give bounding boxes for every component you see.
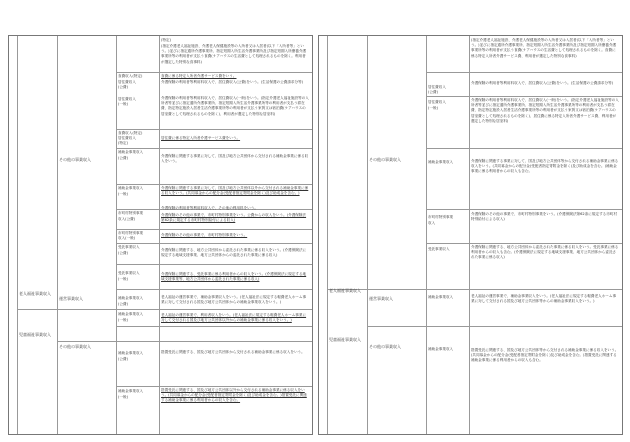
left-item-label: (公費) (118, 156, 128, 160)
left-desc: 介護保険の利用者等利用料収入で、居住費収入(公費)をいう。(生活保護の公費請求分等) (161, 80, 304, 84)
left-desc: 老人福祉の運営事業で、利用者収入をいう。(老人福祉法に規定する軽費老人ホーム事業に対して交付される国及び地方公共団体以外からの補助金事業に係る収入をいう。) (161, 313, 307, 323)
right-item-label: 補助金事業収入 (428, 347, 454, 351)
left-cat-child: 児童福祉事業収入 (19, 332, 51, 337)
left-item-label: 補助金事業収入 (118, 351, 144, 355)
right-item-label: 補助金事業収入 (428, 160, 454, 164)
right-desc: 介護保険の利用者等利用料収入で、居住費収入(一般)をいう。(指定介護老人福祉施設等の入所者等並びに指定通所介護事業所、指定短期入所生活介護事業所等の利用者が支払う滞在費、指定特定施設入居者生活介護事業所等の利用者が支払う家賃又は宿泊費(ケアハウスの居室費として処理されるものを除く)、居住費に係る特定入所者介護サービス費、利用者が選定した特別な居室料) (471, 98, 619, 123)
left-item-label: (一般) (118, 102, 128, 106)
left-desc: 措置受託に関連する、国及び地方公共団体以外から交付される補助金事業に係る収入をいう。(共同募金からの配分金(受配者指定寄附金を除く)及び助成金を含む。)措置受託に関連する補助金事業に係る利用者からの収入を含む。 (161, 388, 307, 403)
left-desc: 措置受託に関連する、国及び地方公共団体から交付される補助金事業に係る収入をいう。 (161, 350, 305, 354)
left-desc: (特定) (161, 38, 171, 42)
left-desc: (指定介護老人福祉施設、介護老人保健施設等の入所者又は入居者(以下「入所者等」という。)並びに指定通所介護事業所、指定短期入所生活介護事業所及び指定短期入所療養介護事業所等の利用者が支払う食費(ケアハウスの生活費として処理されるものを除く。利用者が選定した特別な食事料) (161, 44, 307, 64)
left-desc: 介護保険の利用者等利用料収入で、その他の利用料をいう。 (161, 206, 258, 210)
left-item-label: 居住費収入 (118, 136, 136, 140)
left-desc: 介護保険に関連する、受託事業に係る利用者からの収入をいう。(介護保険法に規定する地域支援事業等、地方公共団体から委託された事業に係る収入) (161, 272, 307, 282)
left-item-label: 補助金事業収入 (118, 186, 144, 190)
right-item-label: 居住費収入 (428, 85, 446, 89)
left-item-label: (公費) (118, 357, 128, 361)
left-desc: 居住費に係る特定入所者介護サービス費をいう。 (161, 136, 241, 140)
left-item-label: 居住費収入 (118, 97, 136, 101)
left-item-label: 受託事業収入 (118, 271, 140, 275)
left-item-label: 食費収入(特定) (118, 74, 143, 78)
left-item-label: 受託事業収入 (118, 245, 140, 249)
left-desc: 介護保険に関連する事業に対して、国及び地方公共団体以外から交付される補助金事業に係る収入をいう。(共同募金からの配分金(受配者指定寄附金を除く)及び助成金を含む。) (161, 186, 309, 196)
left-desc: 介護保険に関連する事業に対して、国及び地方公共団体から交付される補助金事業に係る収入をいう。 (161, 154, 309, 164)
right-item-label: 補助金事業収入 (428, 295, 454, 299)
right-table (318, 35, 623, 435)
left-desc: 介護保険のその他の事業で、市町村特別事業をいう。 (161, 233, 248, 237)
right-desc: 介護保険に関連する事業に対して、国及び地方公共団体等から交付される補助金事業に係る収入をいう。(共同募金からの配分金(受配者指定寄附金を除く)及び助成金を含む。)補助金事業に係る利用者からの収入も含む。 (471, 159, 619, 174)
right-sub-other: その他の事業収入 (369, 157, 401, 162)
left-desc: 介護保険のその他の事業で、市町村特別事業をいう。公費からの収入をいう。(介護保険法第62条に規定する市町村特別給付による収入) (161, 213, 307, 223)
left-item-label: 補助金事業収入 (118, 389, 144, 393)
right-desc: 老人福祉の運営事業で、補助金事業収入をいう。(老人福祉法に規定する軽費老人ホーム事業に対して交付される国及び地方公共団体等からの補助金事業収入をいう。) (471, 294, 617, 304)
left-item-label: (一般) (118, 192, 128, 196)
left-sub-other2: その他の事業収入 (59, 344, 91, 349)
left-item-label: (一般) (118, 318, 128, 322)
left-sub-ops: 運営事業収入 (59, 296, 83, 301)
left-item-label: 収入(公費) (118, 217, 136, 221)
left-item-label: (公費) (118, 251, 128, 255)
left-item-label: 食費収入(特定) (118, 131, 143, 135)
left-item-label: (一般) (118, 277, 128, 281)
right-item-label: 居住費収入 (428, 100, 446, 104)
right-item-label: (一般) (428, 106, 438, 110)
right-item-label: 収入 (428, 221, 436, 225)
right-desc: 介護保険の利用者等利用料収入で、居住費収入(公費)をいう。(生活保護の公費請求分等) (471, 81, 614, 85)
right-desc: 介護保険に関連する、地方公共団体から委託された事業に係る収入をいう。受託事業に係る利用者からの収入も含む。(介護保険法に規定する地域支援事業、地方公共団体から委託された事業に係る収入) (471, 245, 619, 260)
left-desc: 食費に係る特定入所者介護サービス費をいう。 (161, 74, 237, 78)
left-item-label: (特定) (118, 141, 128, 145)
left-item-label: 補助金事業収入 (118, 150, 144, 154)
right-desc: (指定介護老人福祉施設、介護老人保健施設等の入所者又は入居者(以下「入所者等」という。)並びに指定通所介護事業所、指定短期入所生活介護事業所及び指定短期入所療養介護事業所等の利用者が支払う食費(ケアハウスの生活費として処理されるものを除く。食費に係る特定入所者介護サービス費、利用者が選定した特別な食事料) (471, 38, 617, 58)
left-cat-elderly: 老人福祉事業収入 (19, 291, 51, 296)
left-item-label: 居住費収入 (118, 80, 136, 84)
right-desc: 介護保険のその他の事業で、市町村特別事業をいう。(介護保険法第62条に規定する市町村特別給付による収入) (471, 212, 618, 222)
right-item-label: 受託事業収入 (428, 247, 450, 251)
right-item-label: (公費) (428, 90, 438, 94)
left-item-label: 補助金事業収入 (118, 312, 144, 316)
left-item-label: 補助金事業収入 (118, 296, 144, 300)
left-item-label: 収入(一般) (118, 236, 136, 240)
left-desc: 介護保険の利用者等利用料収入で、居住費収入(一般)をいう。(指定介護老人福祉施設等の入所者等並びに指定通所介護事業所、指定短期入所生活介護事業所等の利用者が支払う滞在費、指定特定施設入居者生活介護事業所等の利用者が支払う家賃又は宿泊費(ケアハウスの居室費として処理されるものを除く)、利用者が選定した特別な居室料) (161, 96, 309, 116)
left-item-label: (公費) (118, 302, 128, 306)
left-item-label: 市町村特別事業 (118, 231, 144, 235)
right-cat-child: 児童福祉事業収入 (329, 337, 361, 342)
left-sub-other: その他の事業収入 (59, 157, 91, 162)
right-desc: 措置受託に関連する、国及び地方公共団体等から交付される補助金事業に係る収入をいう。(共同募金からの配分金(受配者指定寄附金を除く)及び助成金を含む。)措置受託に関連する補助金事業に係る利用者からの収入も含む。 (471, 348, 619, 363)
left-desc: 老人福祉の運営事業で、補助金事業収入をいう。(老人福祉法に規定する軽費老人ホーム事業に対して交付される国及び地方公共団体からの補助金事業収入をいう。) (161, 295, 307, 305)
left-desc: 介護保険に関連する、地方公共団体から委託された事業に係る収入をいう。(介護保険法に規定する地域支援事業、地方公共団体からの委託された事業に係る収入) (161, 248, 307, 258)
right-cat-elderly: 老人福祉事業収入 (329, 288, 361, 293)
right-sub-other2: その他の事業収入 (369, 344, 401, 349)
right-sub-ops: 運営事業収入 (369, 296, 393, 301)
left-item-label: (一般) (118, 395, 128, 399)
left-item-label: (公費) (118, 85, 128, 89)
right-item-label: 市町村特別事業 (428, 215, 454, 219)
left-table (8, 35, 313, 435)
left-item-label: 市町村特別事業 (118, 211, 144, 215)
